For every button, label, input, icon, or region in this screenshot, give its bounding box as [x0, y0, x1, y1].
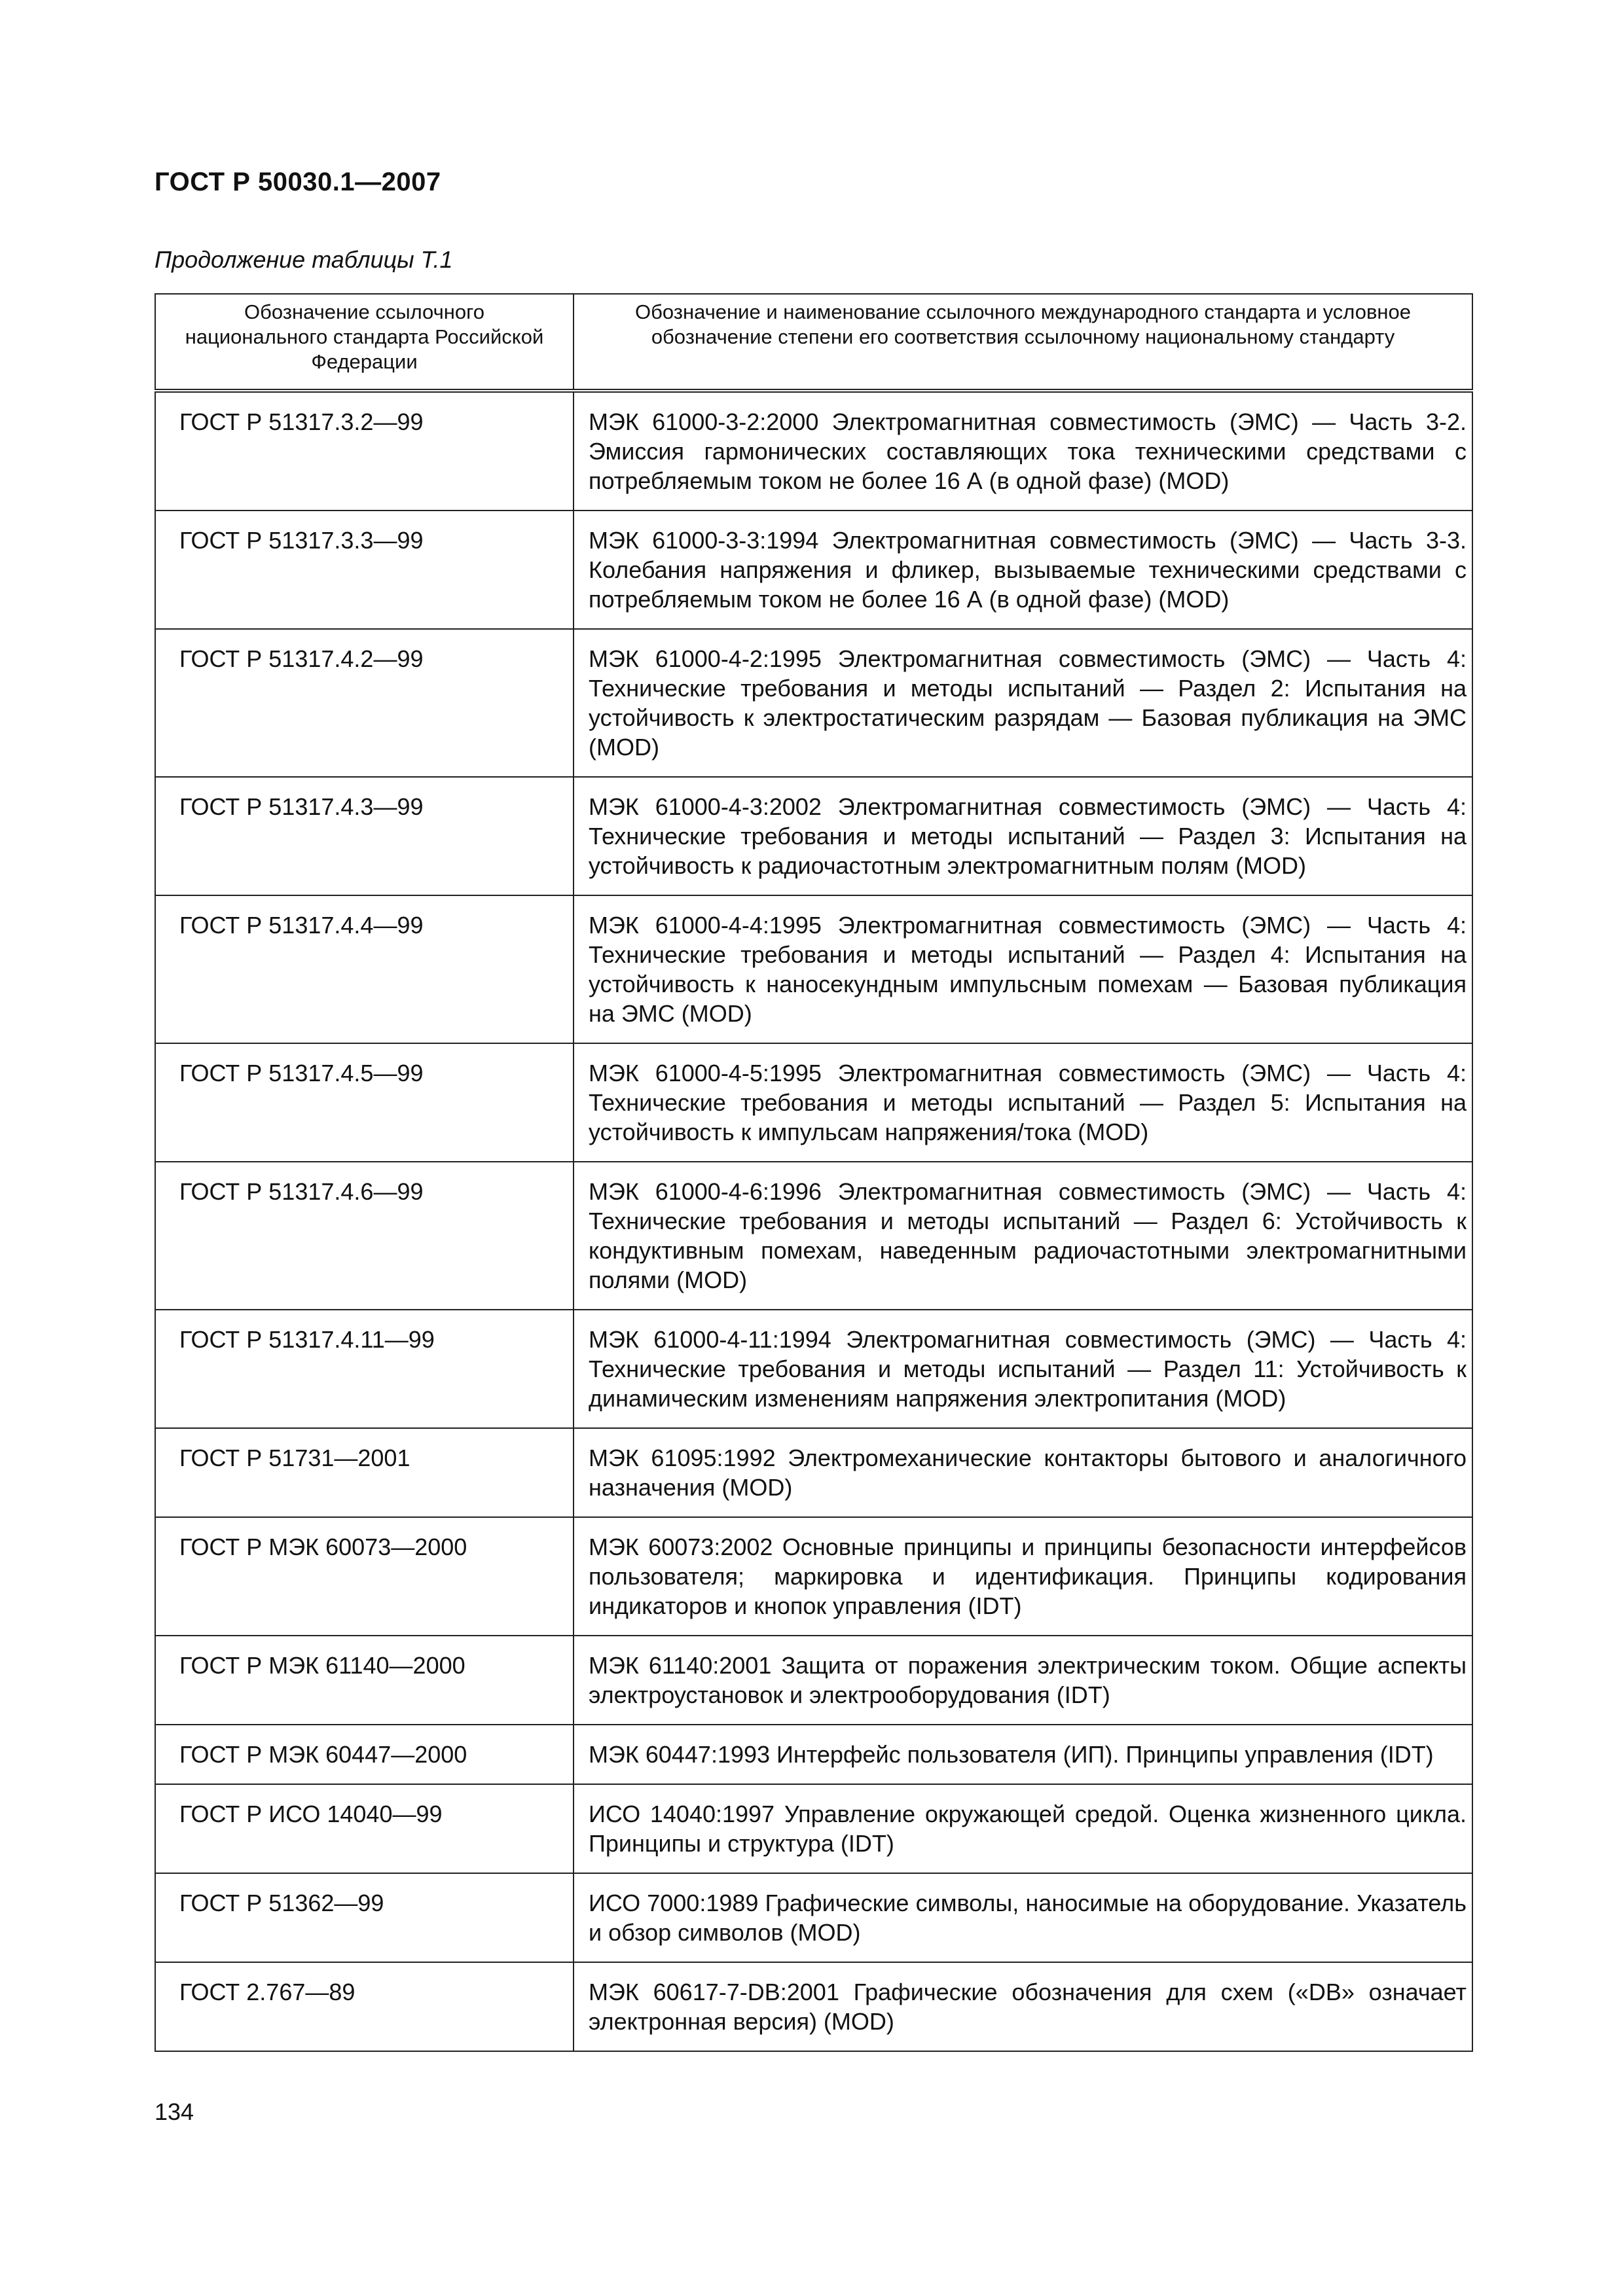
- column-header-international: Обозначение и наименование ссылочного международного стандарта и условное обозначение степени его соответствия ссылочному национальному стандарту: [574, 294, 1472, 391]
- international-standard-cell: МЭК 61000-3-2:2000 Электромагнитная совместимость (ЭМС) — Часть 3-2. Эмиссия гармонических составляющих тока техническими средствами с потребляемым током не более 16 А (в одной фазе) (MOD): [574, 391, 1472, 511]
- table-header-row: [155, 294, 1472, 391]
- reference-standards-table: [155, 293, 1473, 2052]
- national-standard-cell: ГОСТ Р 51317.4.2—99: [155, 629, 574, 777]
- national-standard-cell: ГОСТ Р 51317.4.4—99: [155, 895, 574, 1043]
- table-row: [155, 1517, 1472, 1636]
- table-row: [155, 1784, 1472, 1873]
- national-standard-cell: ГОСТ Р 51317.4.6—99: [155, 1162, 574, 1310]
- international-standard-cell: МЭК 61000-4-5:1995 Электромагнитная совместимость (ЭМС) — Часть 4: Технические требования и методы испытаний — Раздел 5: Испытания на устойчивость к импульсам напряжения/тока (MOD): [574, 1043, 1472, 1162]
- international-standard-cell: МЭК 61000-4-2:1995 Электромагнитная совместимость (ЭМС) — Часть 4: Технические требования и методы испытаний — Раздел 2: Испытания на устойчивость к электростатическим разрядам — Базовая публикация на ЭМС (MOD): [574, 629, 1472, 777]
- national-standard-cell: ГОСТ Р 51731—2001: [155, 1428, 574, 1517]
- page-number: 134: [155, 2098, 194, 2125]
- table-row: [155, 511, 1472, 629]
- table-row: [155, 1873, 1472, 1962]
- international-standard-cell: МЭК 61000-4-6:1996 Электромагнитная совместимость (ЭМС) — Часть 4: Технические требования и методы испытаний — Раздел 6: Устойчивость к кондуктивным помехам, наведенным радиочастотными электромагнитными полями (MOD): [574, 1162, 1472, 1310]
- table-row: [155, 1636, 1472, 1725]
- international-standard-cell: МЭК 61095:1992 Электромеханические контакторы бытового и аналогичного назначения (MOD): [574, 1428, 1472, 1517]
- international-standard-cell: МЭК 61000-4-11:1994 Электромагнитная совместимость (ЭМС) — Часть 4: Технические требования и методы испытаний — Раздел 11: Устойчивость к динамическим изменениям напряжения электропитания (MOD): [574, 1310, 1472, 1428]
- national-standard-cell: ГОСТ Р 51317.4.5—99: [155, 1043, 574, 1162]
- table-row: [155, 629, 1472, 777]
- national-standard-cell: ГОСТ Р 51317.3.3—99: [155, 511, 574, 629]
- table-row: [155, 1043, 1472, 1162]
- national-standard-cell: ГОСТ Р 51362—99: [155, 1873, 574, 1962]
- table-row: [155, 391, 1472, 511]
- international-standard-cell: МЭК 61000-4-4:1995 Электромагнитная совместимость (ЭМС) — Часть 4: Технические требования и методы испытаний — Раздел 4: Испытания на устойчивость к наносекундным импульсным помехам — Базовая публикация на ЭМС (MOD): [574, 895, 1472, 1043]
- national-standard-cell: ГОСТ Р МЭК 60073—2000: [155, 1517, 574, 1636]
- national-standard-cell: ГОСТ Р 51317.3.2—99: [155, 391, 574, 511]
- table-caption: Продолжение таблицы Т.1: [155, 246, 453, 273]
- international-standard-cell: МЭК 61000-3-3:1994 Электромагнитная совместимость (ЭМС) — Часть 3-3. Колебания напряжения и фликер, вызываемые техническими средствами с потребляемым током не более 16 А (в одной фазе) (MOD): [574, 511, 1472, 629]
- international-standard-cell: МЭК 61140:2001 Защита от поражения электрическим током. Общие аспекты электроустановок и электрооборудования (IDT): [574, 1636, 1472, 1725]
- national-standard-cell: ГОСТ Р МЭК 60447—2000: [155, 1725, 574, 1784]
- table-row: [155, 1428, 1472, 1517]
- national-standard-cell: ГОСТ Р 51317.4.11—99: [155, 1310, 574, 1428]
- international-standard-cell: МЭК 60073:2002 Основные принципы и принципы безопасности интерфейсов пользователя; маркировка и идентификация. Принципы кодирования индикаторов и кнопок управления (IDT): [574, 1517, 1472, 1636]
- table-row: [155, 1962, 1472, 2051]
- international-standard-cell: МЭК 60617-7-DB:2001 Графические обозначения для схем («DB» означает электронная версия) (MOD): [574, 1962, 1472, 2051]
- international-standard-cell: МЭК 61000-4-3:2002 Электромагнитная совместимость (ЭМС) — Часть 4: Технические требования и методы испытаний — Раздел 3: Испытания на устойчивость к радиочастотным электромагнитным полям (MOD): [574, 777, 1472, 895]
- national-standard-cell: ГОСТ Р МЭК 61140—2000: [155, 1636, 574, 1725]
- international-standard-cell: ИСО 7000:1989 Графические символы, наносимые на оборудование. Указатель и обзор символов (MOD): [574, 1873, 1472, 1962]
- international-standard-cell: МЭК 60447:1993 Интерфейс пользователя (ИП). Принципы управления (IDT): [574, 1725, 1472, 1784]
- national-standard-cell: ГОСТ Р ИСО 14040—99: [155, 1784, 574, 1873]
- table-row: [155, 1162, 1472, 1310]
- table-row: [155, 895, 1472, 1043]
- table-row: [155, 1725, 1472, 1784]
- table-row: [155, 1310, 1472, 1428]
- document-title: ГОСТ Р 50030.1—2007: [155, 168, 441, 196]
- column-header-national: Обозначение ссылочного национального стандарта Российской Федерации: [155, 294, 574, 391]
- national-standard-cell: ГОСТ Р 51317.4.3—99: [155, 777, 574, 895]
- international-standard-cell: ИСО 14040:1997 Управление окружающей средой. Оценка жизненного цикла. Принципы и структура (IDT): [574, 1784, 1472, 1873]
- national-standard-cell: ГОСТ 2.767—89: [155, 1962, 574, 2051]
- table-row: [155, 777, 1472, 895]
